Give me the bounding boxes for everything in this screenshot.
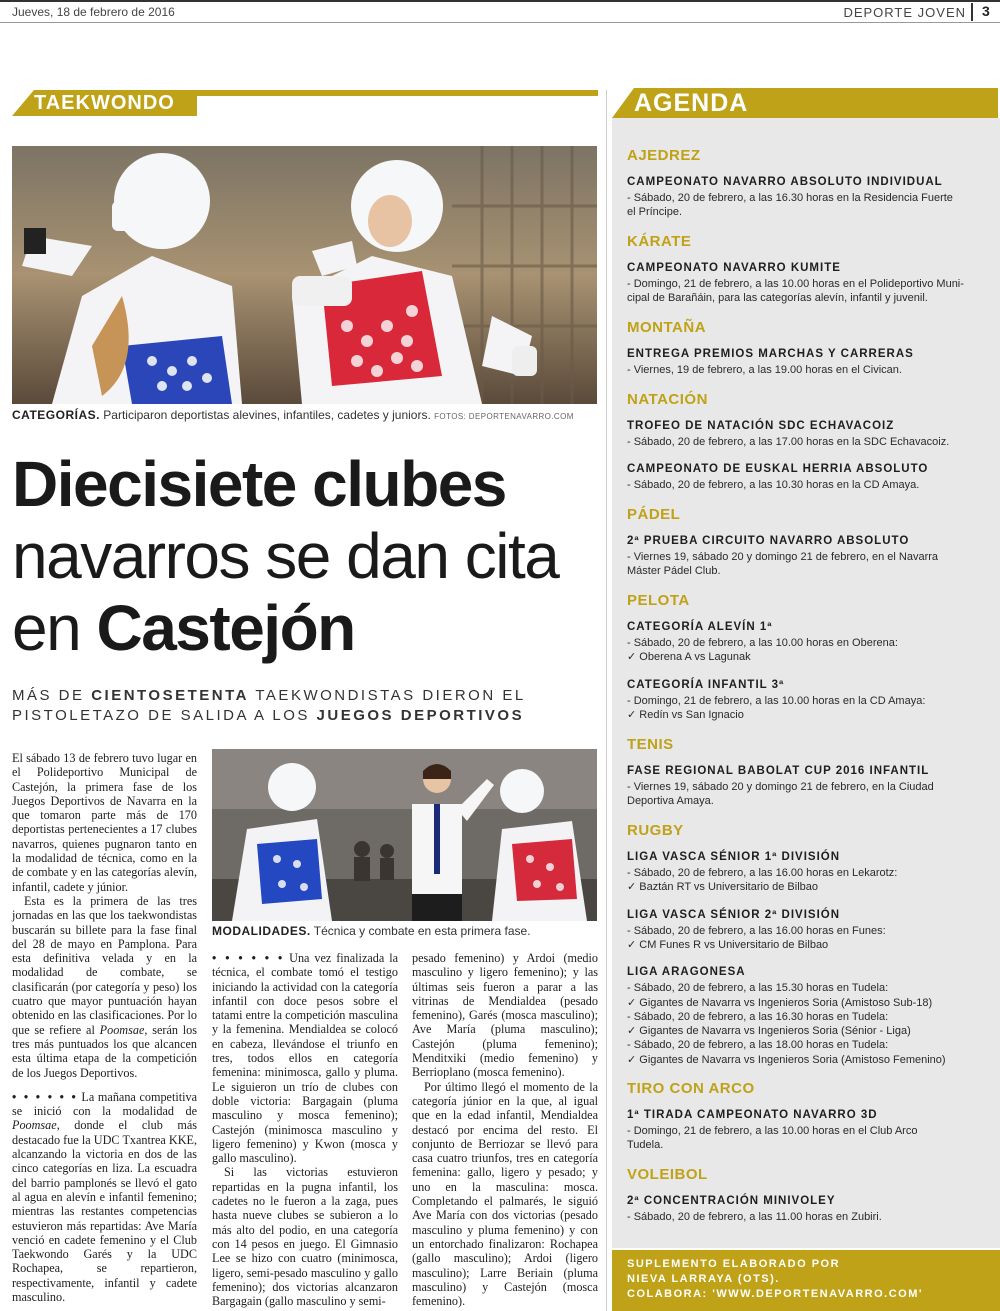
photo-credit: FOTOS: DEPORTENAVARRO.COM [434,412,574,421]
paragraph: pesado femenino) y Ardoi (medio masculino y ligero femenino); y las últimas seis fueron a parar a las vitrinas de Mendialdea (pesado femenino), Garés (mosca masculino); Ave María (pluma masculino); Castejón (pluma femenino); Menditxiki (medio femenino) y Berrioplano (mosca femenino). [412,951,598,1080]
caption-text: Participaron deportistas alevines, infantiles, cadetes y juniors. [99,408,431,422]
subhead-part-2: TAEKWONDISTAS DIERON EL PISTOLETAZO DE SALIDA A LOS [12,687,526,724]
section-label: TAEKWONDO [34,92,175,114]
caption-label: MODALIDADES. [212,924,311,938]
header-rule [0,22,1000,23]
headline-line-3 [12,592,602,664]
agenda-event-detail: ✓ CM Funes R vs Universitario de Bilbao [627,938,829,951]
agenda-event-detail: - Sábado, 20 de febrero, a las 11.00 horas en Zubiri. [627,1211,882,1223]
agenda-event-detail: - Viernes 19, sábado 20 y domingo 21 de febrero, en el Navarra [627,551,939,563]
agenda-event-detail: Deportiva Amaya. [627,795,714,808]
article-column-3 [412,951,598,1308]
agenda-category: KÁRATE [627,233,692,250]
agenda-event-detail: Tudela. [627,1139,664,1152]
header-separator [971,3,973,21]
headline-line-3-prefix: en [12,592,97,664]
agenda-event-detail: - Sábado, 20 de febrero, a las 16.00 horas en Funes: [627,924,886,937]
agenda-event-detail: - Domingo, 21 de febrero, a las 10.00 horas en el Polideportivo Muni- [627,278,964,290]
caption-label: CATEGORÍAS. [12,408,100,422]
agenda-event-title: CAMPEONATO NAVARRO KUMITE [627,262,841,274]
paragraph: Por último llegó el momento de la categoría júnior en la que, al igual que en la edad infantil, Mendialdea destacó por encima del resto. El conjunto de Berriozar se llevó para casa cuatro triunfos, tres en categoría femenina: gallo, ligero y pesado; y uno en la masculina: mosca. Completando el palmarés, le siguió Ave María con dos victorias (pesado masculino y pluma femenino) y con un entorchado finalizaron: Rochapea (gallo masculino); Ardoi (ligero masculino); Larre Beriain (pluma masculino) y Castejón (mosca femenino). [412,1079,598,1309]
paragraph: • • • • • • La mañana competitiva se inició con la modalidad de Poomsae, donde el club más destacado fue la UDC Txantrea KKE, alcanzando la victoria en dos de las cinco categorías en liza. La escuadra del barrio pamplonés se llevó el gato al agua en alevín e infantil femenino; mientras las restantes competencias estuvieron más repartidas: Ave María venció en cadete femenino y el Club Taekwondo Garés y la UDC Rochapea, se repartieron, respectivamente, infantil y cadete masculino. [12,1089,197,1304]
agenda-event-detail: - Sábado, 20 de febrero, a las 10.30 horas en la CD Amaya. [627,479,920,492]
agenda-category: NATACIÓN [627,391,708,408]
agenda-event-detail: ✓ Oberena A vs Lagunak [627,651,751,664]
agenda-event-title: 2ª PRUEBA CIRCUITO NAVARRO ABSOLUTO [627,535,910,547]
page-number: 3 [982,3,990,19]
agenda-event-detail: ✓ Gigantes de Navarra vs Ingenieros Soria (Amistoso Sub-18) [627,996,933,1009]
agenda-event-title: LIGA VASCA SÉNIOR 2ª DIVISIÓN [627,908,841,921]
photo-caption-2 [212,924,597,939]
agenda-event-detail: Máster Pádel Club. [627,565,721,578]
paragraph: El sábado 13 de febrero tuvo lugar en el Polideportivo Municipal de Castejón, la primera fase de los Juegos Deportivos de Navarra en la que tomaron parte más de 170 deportistas pertenecientes a 17 clubes navarros, quienes pugnaron tanto en la modalidad de técnica, como en la de combate y en las categorías alevín, infantil, cadete y júnior. [12,751,197,894]
agenda-event-detail: cipal de Barañáin, para las categorías alevín, infantil y juvenil. [627,292,928,305]
agenda-event-detail: - Domingo, 21 de febrero, a las 10.00 horas en la CD Amaya: [627,694,926,707]
column-divider [606,90,607,1311]
footer-line-2: NIEVA LARRAYA (OTS). [627,1273,780,1285]
agenda-event-title: CATEGORÍA ALEVÍN 1ª [627,621,773,633]
agenda-event-title: TROFEO DE NATACIÓN SDC ECHAVACOIZ [627,420,895,432]
agenda-event-detail: ✓ Gigantes de Navarra vs Ingenieros Soria (Amistoso Femenino) [627,1053,946,1066]
taekwondo-photo-secondary [212,749,597,921]
paragraph: Si las victorias estuvieron repartidas en la pugna infantil, los cadetes no le fueron a la zaga, pues hasta nueve clubes se subieron a lo más alto del podio, en una categoría con 14 pesos en juego. El Gimnasio Lee se hizo con cuatro (minimosca, ligero, semi-pesado masculino y gallo femenino); dos victorias alcanzaron Bargagain (gallo masculino y semi- [212,1165,398,1309]
agenda-event-detail: - Sábado, 20 de febrero, a las 16.30 horas en la Residencia Fuerte [627,192,953,204]
agenda-event-detail: - Viernes 19, sábado 20 y domingo 21 de febrero, en la Ciudad [627,781,934,793]
agenda-event-detail: - Viernes, 19 de febrero, a las 19.00 horas en el Civican. [627,364,902,376]
subhead-bold-1: CIENTOSETENTA [91,687,249,704]
agenda-event-title: ENTREGA PREMIOS MARCHAS Y CARRERAS [627,348,914,360]
agenda-category: TIRO CON ARCO [627,1080,755,1097]
banner-stripe [186,90,598,96]
agenda-event-title: LIGA VASCA SÉNIOR 1ª DIVISIÓN [627,851,841,863]
footer-line-1: SUPLEMENTO ELABORADO POR [627,1258,841,1270]
section-name: DEPORTE JOVEN [843,5,966,20]
agenda-event-detail: - Sábado, 20 de febrero, a las 10.00 horas en Oberena: [627,637,898,649]
paragraph: Esta es la primera de las tres jornadas en las que los taekwondistas buscarán su billete para la fase final del 28 de mayo en Pamplona. Para esta definitiva velada y en la modalidad de combate, se clasificarán (por categoría y peso) los cuatro que mayor puntuación hayan obtenido en las clasificaciones. Por lo que se refiere al Poomsae, serán los tres más puntuados los que alcancen esta última etapa de la competición de los Juegos Deportivos. [12,893,198,1080]
agenda-event-detail: el Príncipe. [627,206,683,219]
photo-caption-1 [12,408,602,424]
headline [12,448,602,664]
headline-line-3-bold: Castejón [96,592,355,664]
agenda-category: RUGBY [627,822,684,839]
agenda-category: TENIS [627,736,674,753]
page-date: Jueves, 18 de febrero de 2016 [12,5,175,19]
agenda-event-detail: - Sábado, 20 de febrero, a las 16.00 horas en Lekarotz: [627,867,898,879]
agenda-event-title: CATEGORÍA INFANTIL 3ª [627,678,785,691]
agenda-event-title: LIGA ARAGONESA [627,966,746,979]
subheadline [12,686,602,726]
agenda-event-title: 1ª TIRADA CAMPEONATO NAVARRO 3D [627,1109,878,1121]
agenda-title: AGENDA [634,89,749,117]
agenda-category: PELOTA [627,592,690,609]
headline-line-1: Diecisiete clubes [12,448,506,520]
agenda-event-detail: ✓ Redín vs San Ignacio [627,708,744,721]
agenda-category: PÁDEL [627,506,681,523]
agenda-event-title: CAMPEONATO NAVARRO ABSOLUTO INDIVIDUAL [627,176,943,188]
paragraph: • • • • • • Una vez finalizada la técnica, el combate tomó el testigo iniciando la actividad con la categoría infantil con doce pesos sobre el tatami entre la competición masculina y la femenina. Mendialdea se colocó en cabeza, llevándose el triunfo en tres, todos ellos en categoría femenina: minimosca, gallo y pluma. Le siguieron un trío de clubes con doble victoria: Bargagain (pluma masculino y mosca femenino); Castejón (minimosca masculino y ligero femenino) y Kwon (mosca y gallo masculino). [212,951,398,1166]
subhead-bold-2: JUEGOS DEPORTIVOS [316,707,525,724]
top-rule [0,0,1000,2]
agenda-event-detail: - Sábado, 20 de febrero, a las 15.30 horas en Tudela: [627,982,889,995]
agenda-category: MONTAÑA [627,319,707,336]
agenda-category: AJEDREZ [627,147,701,164]
agenda-event-title: FASE REGIONAL BABOLAT CUP 2016 INFANTIL [627,765,930,777]
agenda-event-detail: ✓ Gigantes de Navarra vs Ingenieros Soria (Sénior - Liga) [627,1025,911,1038]
agenda-event-detail: - Sábado, 20 de febrero, a las 16.30 horas en Tudela: [627,1010,889,1023]
subhead-part-1: MÁS DE [12,687,92,704]
article-column-1 [12,751,197,1304]
agenda-event-detail: - Domingo, 21 de febrero, a las 10.00 horas en el Club Arco [627,1125,918,1137]
footer-line-3: COLABORA: 'WWW.DEPORTENAVARRO.COM' [627,1288,923,1300]
taekwondo-photo-main [12,146,597,404]
agenda-event-title: 2ª CONCENTRACIÓN MINIVOLEY [627,1195,836,1207]
caption-text: Técnica y combate en esta primera fase. [310,924,531,938]
headline-line-2: navarros se dan cita [12,520,559,592]
agenda-event-detail: - Sábado, 20 de febrero, a las 17.00 horas en la SDC Echavacoiz. [627,436,950,448]
article-column-2 [212,951,398,1308]
agenda-event-detail: ✓ Baztán RT vs Universitario de Bilbao [627,881,819,894]
agenda-event-title: CAMPEONATO DE EUSKAL HERRIA ABSOLUTO [627,463,929,476]
agenda-event-detail: - Sábado, 20 de febrero, a las 18.00 horas en Tudela: [627,1039,889,1052]
agenda-category: VOLEIBOL [627,1166,708,1183]
